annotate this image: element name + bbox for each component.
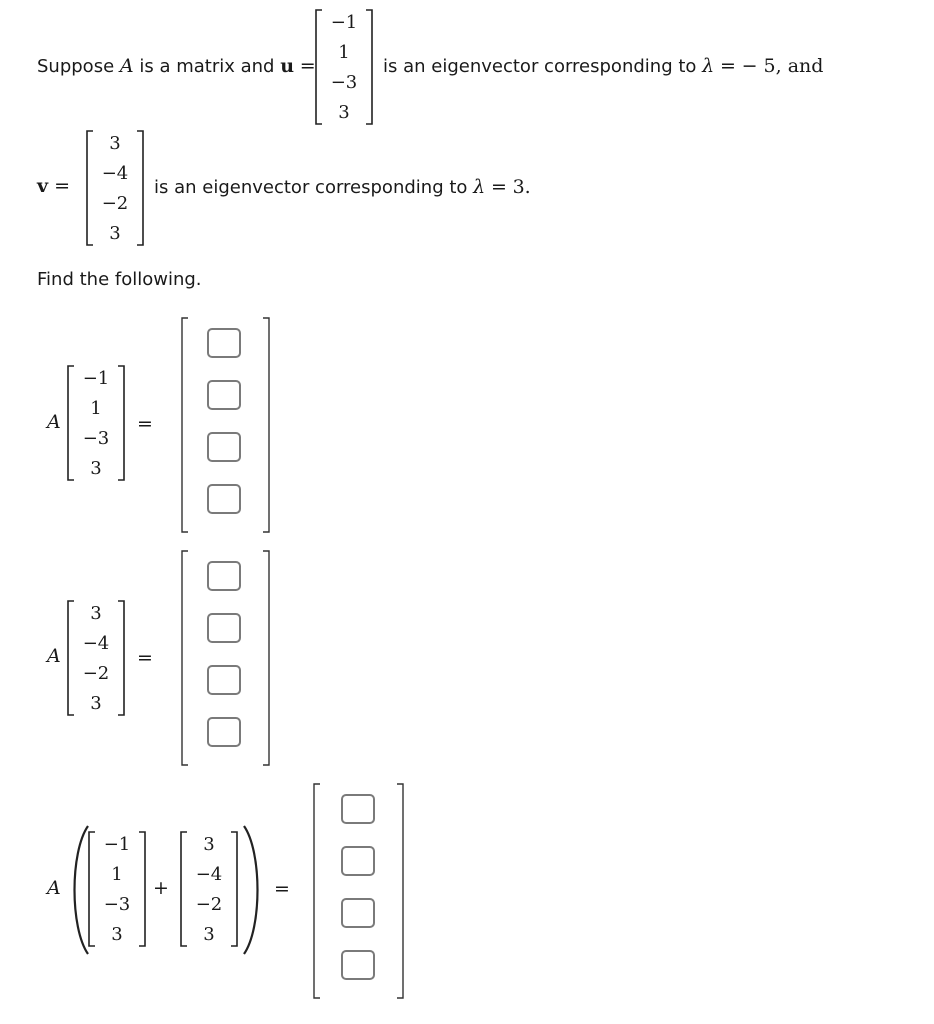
q1-entry-3: −3 bbox=[82, 428, 110, 449]
v-equals: = bbox=[54, 175, 71, 197]
q2-entry-3: −2 bbox=[82, 663, 110, 684]
q3-v2-entry-2: −4 bbox=[195, 864, 223, 885]
q3-answer-input-3[interactable] bbox=[341, 898, 375, 928]
lambda-equals: = bbox=[719, 55, 736, 77]
q2-answer-input-3[interactable] bbox=[207, 665, 241, 695]
lambda-equals-2: = bbox=[490, 176, 507, 198]
u-eigenvalue: − 5, and bbox=[741, 55, 824, 77]
q2-entry-2: −4 bbox=[82, 633, 110, 654]
u-entry-2: 1 bbox=[338, 42, 350, 63]
q1-entry-4: 3 bbox=[90, 458, 102, 479]
q1-answer-matrix bbox=[178, 316, 273, 534]
v-var: v bbox=[37, 175, 49, 197]
v-entry-3: −2 bbox=[101, 193, 129, 214]
q3-v2-entry-1: 3 bbox=[203, 834, 215, 855]
q1-entry-2: 1 bbox=[90, 398, 102, 419]
q3-v2-entry-3: −2 bbox=[195, 894, 223, 915]
instruction: Find the following. bbox=[37, 269, 202, 290]
q1-vector bbox=[64, 362, 128, 484]
q3-matrix-A: A bbox=[47, 877, 61, 899]
q3-vector-1 bbox=[85, 828, 149, 950]
u-entry-4: 3 bbox=[338, 102, 350, 123]
matrix-var-A: A bbox=[119, 55, 134, 77]
q1-entry-1: −1 bbox=[82, 368, 110, 389]
v-entry-1: 3 bbox=[109, 133, 121, 154]
q3-v2-entry-4: 3 bbox=[203, 924, 215, 945]
q3-v1-entry-2: 1 bbox=[111, 864, 123, 885]
u-var: u bbox=[280, 55, 295, 77]
q3-answer-input-2[interactable] bbox=[341, 846, 375, 876]
q1-matrix-A: A bbox=[47, 411, 61, 433]
q3-right-paren bbox=[238, 822, 268, 958]
q2-entry-4: 3 bbox=[90, 693, 102, 714]
q2-answer-input-2[interactable] bbox=[207, 613, 241, 643]
q2-answer-input-1[interactable] bbox=[207, 561, 241, 591]
q1-answer-input-2[interactable] bbox=[207, 380, 241, 410]
v-label bbox=[37, 175, 70, 197]
q2-matrix-A: A bbox=[47, 645, 61, 667]
u-vector bbox=[312, 6, 376, 128]
q3-equals: = bbox=[274, 878, 290, 900]
q2-vector bbox=[64, 597, 128, 719]
q3-answer-input-1[interactable] bbox=[341, 794, 375, 824]
q1-answer-input-1[interactable] bbox=[207, 328, 241, 358]
q2-equals: = bbox=[137, 647, 153, 669]
q3-vector-2 bbox=[177, 828, 241, 950]
v-entry-4: 3 bbox=[109, 223, 121, 244]
q3-plus: + bbox=[153, 877, 169, 899]
v-eigenvalue: 3. bbox=[512, 176, 531, 198]
q2-answer-matrix bbox=[178, 549, 273, 767]
q2-answer-input-4[interactable] bbox=[207, 717, 241, 747]
u-eigen-text: is an eigenvector corresponding to bbox=[383, 56, 697, 77]
q3-answer-input-4[interactable] bbox=[341, 950, 375, 980]
u-entry-3: −3 bbox=[330, 72, 358, 93]
v-vector bbox=[83, 127, 147, 249]
q2-entry-1: 3 bbox=[90, 603, 102, 624]
lambda-symbol-2: λ bbox=[473, 176, 486, 198]
intro-prefix: Suppose bbox=[37, 56, 115, 77]
q1-answer-input-4[interactable] bbox=[207, 484, 241, 514]
q1-answer-input-3[interactable] bbox=[207, 432, 241, 462]
q3-answer-matrix bbox=[310, 782, 407, 1000]
v-eigen-text: is an eigenvector corresponding to bbox=[154, 177, 468, 198]
q3-v1-entry-4: 3 bbox=[111, 924, 123, 945]
lambda-symbol: λ bbox=[702, 55, 715, 77]
intro-line-1 bbox=[37, 55, 316, 77]
q3-v1-entry-1: −1 bbox=[103, 834, 131, 855]
intro-v-suffix bbox=[154, 176, 531, 198]
u-equals: = bbox=[299, 55, 316, 77]
q1-equals: = bbox=[137, 413, 153, 435]
intro-matrix-text: is a matrix and bbox=[139, 56, 275, 77]
v-entry-2: −4 bbox=[101, 163, 129, 184]
q3-v1-entry-3: −3 bbox=[103, 894, 131, 915]
intro-u-suffix bbox=[383, 55, 823, 77]
u-entry-1: −1 bbox=[330, 12, 358, 33]
